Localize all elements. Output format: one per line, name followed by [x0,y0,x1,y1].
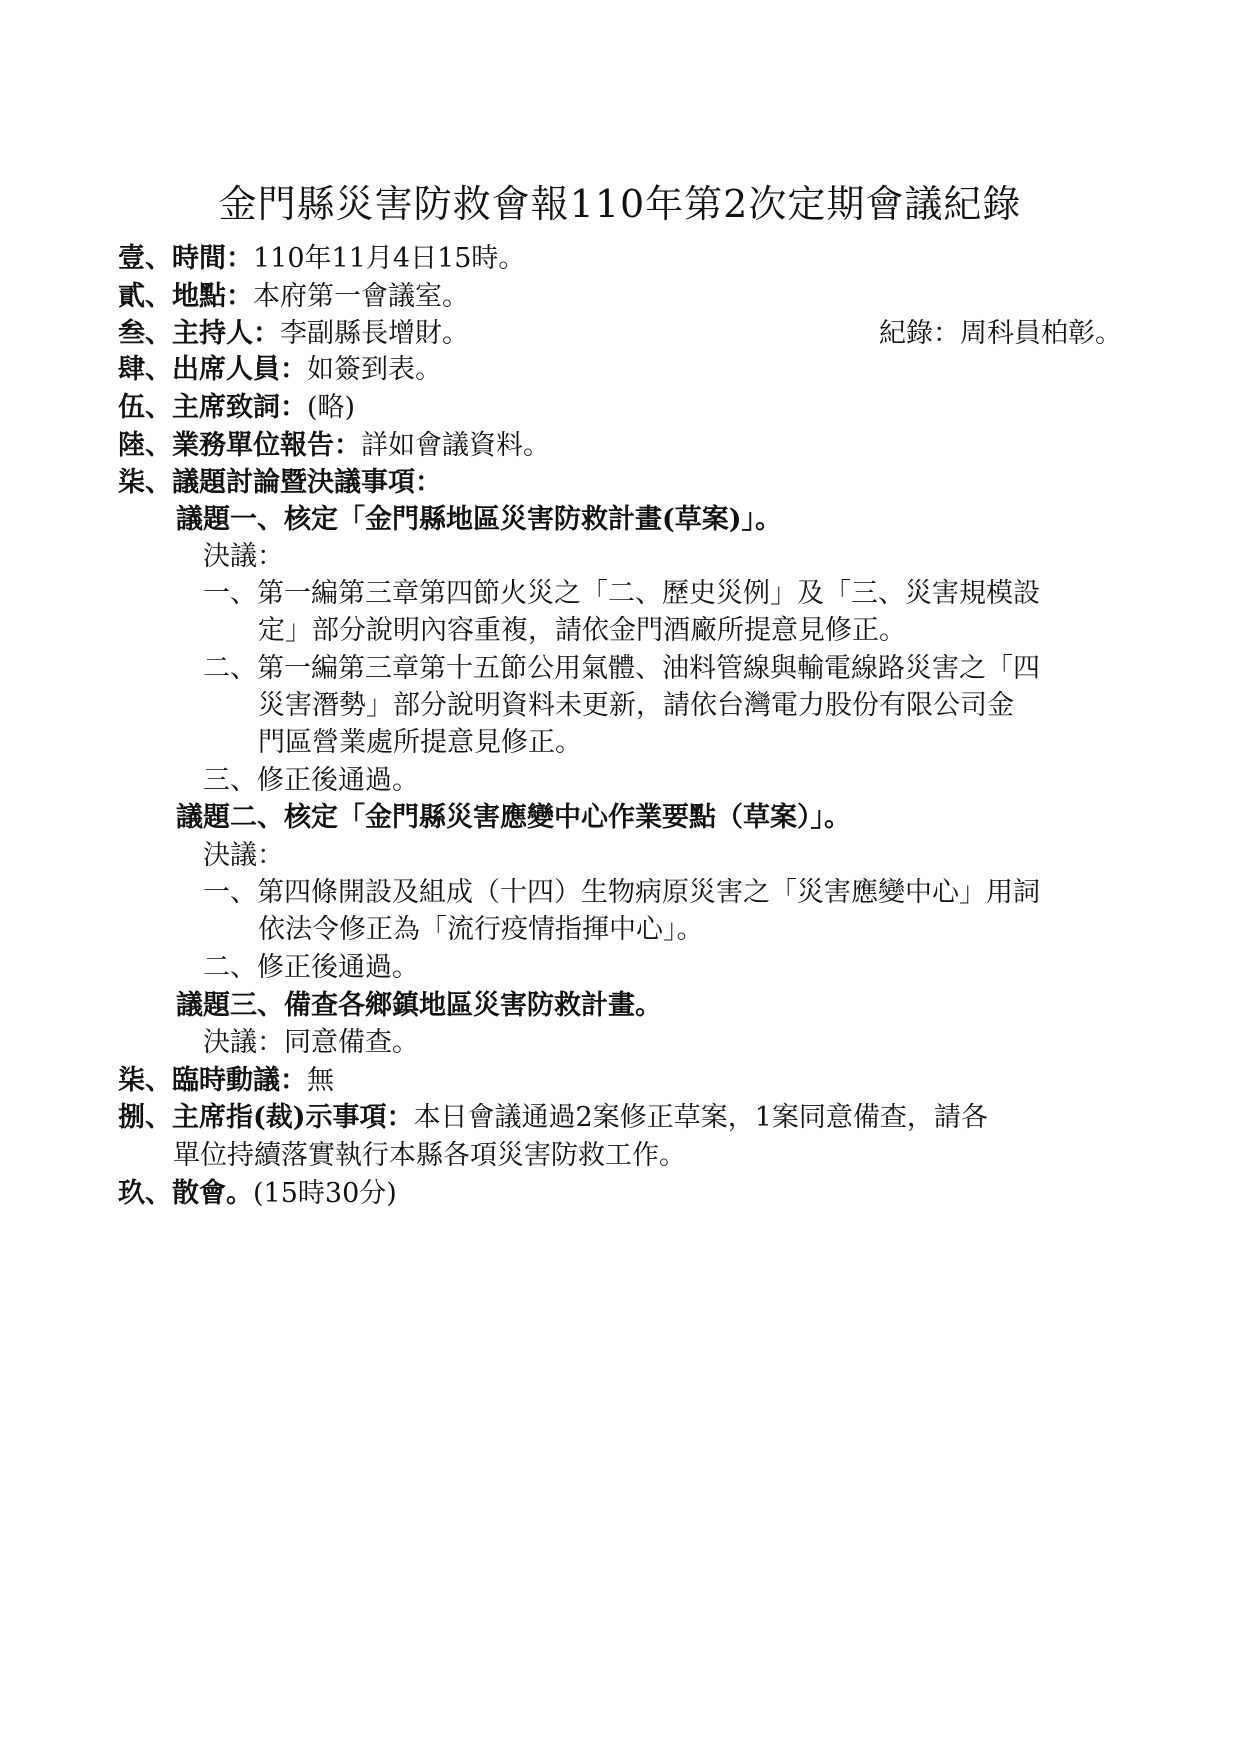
section-text: 110年11月4日15時。 [253,243,526,274]
section-label: 壹、時間： [118,243,253,274]
topic1-resolution-1-line1: 一、第一編第三章第四節火災之「二、歷史災例」及「三、災害規模設 [203,578,1040,609]
section-chair-instructions [118,1100,988,1136]
topic2-heading: 議題二、核定「金門縣災害應變中心作業要點（草案）」。 [176,802,851,833]
section-label: 陸、業務單位報告： [118,430,361,461]
section-label: 叁、主持人： [118,318,280,349]
section-label: 玖、散會。 [118,1178,253,1209]
topic1-heading: 議題一、核定「金門縣地區災害防救計畫(草案)」。 [176,504,783,535]
section-label: 柒、臨時動議： [118,1065,307,1096]
topic2-resolution-1-line2: 依法令修正為「流行疫情指揮中心」。 [258,914,704,945]
topic1-resolution-2-line2: 災害潛勢」部分說明資料未更新，請依台灣電力股份有限公司金 [258,690,1014,721]
section-chair-instructions-line2: 單位持續落實執行本縣各項災害防救工作。 [173,1140,686,1171]
section-text: 本府第一會議室。 [253,281,469,312]
section-label: 捌、主席指(裁)示事項： [118,1102,414,1133]
topic1-resolution-3: 三、修正後通過。 [203,765,419,796]
topic3-resolution: 決議：同意備查。 [203,1027,419,1058]
topic1-resolution-1-line2: 定」部分說明內容重複，請依金門酒廠所提意見修正。 [258,615,906,646]
section-text: 如簽到表。 [307,354,442,385]
section-time [118,241,525,277]
topic1-resolution-2-line1: 二、第一編第三章第十五節公用氣體、油料管線與輸電線路災害之「四 [203,653,1040,684]
section-label: 伍、主席致詞： [118,392,307,423]
section-text: (略) [307,392,356,423]
topic3-heading: 議題三、備查各鄉鎮地區災害防救計畫。 [176,990,662,1021]
section-label: 肆、出席人員： [118,354,307,385]
section-chair [118,316,469,352]
topic2-resolution-label: 決議： [203,840,284,871]
section-text: 無 [307,1065,334,1096]
section-attendees [118,352,442,388]
section-adjourn [118,1176,397,1212]
section-chair-speech [118,390,355,426]
recorder: 紀錄：周科員柏彰。 [879,318,1122,349]
section-text: (15時30分) [253,1178,397,1209]
section-text: 詳如會議資料。 [361,430,550,461]
section-label: 貳、地點： [118,281,253,312]
section-text: 本日會議通過2案修正草案，1案同意備查，請各 [413,1102,988,1133]
topic2-resolution-1-line1: 一、第四條開設及組成（十四）生物病原災害之「災害應變中心」用詞 [203,877,1040,908]
section-text: 李副縣長增財。 [280,318,469,349]
document-title: 金門縣災害防救會報110年第2次定期會議紀錄 [218,182,1022,226]
section-extempore-motion [118,1063,334,1099]
topic2-resolution-2: 二、修正後通過。 [203,952,419,983]
topic1-resolution-label: 決議： [203,541,284,572]
section-unit-report [118,428,550,464]
section-location [118,279,469,315]
topic1-resolution-2-line3: 門區營業處所提意見修正。 [258,727,582,758]
section-discussion: 柒、議題討論暨決議事項： [118,467,442,498]
